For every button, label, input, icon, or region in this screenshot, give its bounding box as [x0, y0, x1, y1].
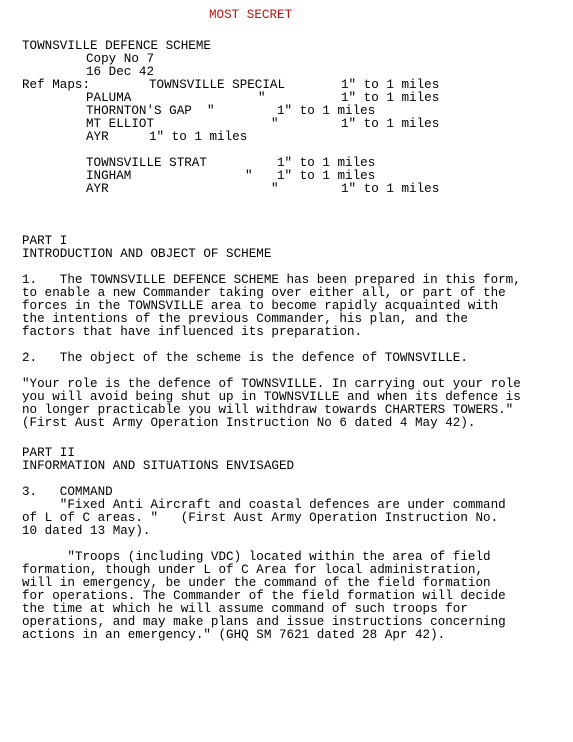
- paragraph-line: the time at which he will assume command of such troops for: [22, 602, 468, 616]
- ref-map-name: PALUMA: [86, 91, 132, 105]
- ref-map-name: THORNTON'S GAP: [86, 104, 192, 118]
- paragraph-line: to enable a new Commander taking over either all, or part of the: [22, 286, 506, 300]
- paragraph-line: formation, though under L of C Area for local administration,: [22, 563, 484, 577]
- part-heading: PART II: [22, 446, 75, 460]
- classification-marking: MOST SECRET: [209, 8, 293, 22]
- paragraph-line: factors that have influenced its preparation.: [22, 325, 363, 339]
- paragraph-line: will in emergency, be under the command of the field formation: [22, 576, 491, 590]
- paragraph-line: operations, and may make plans and issue instructions concerning: [22, 615, 506, 629]
- part-subheading: INTRODUCTION AND OBJECT OF SCHEME: [22, 247, 272, 261]
- ref-maps-label: Ref Maps:: [22, 78, 91, 92]
- ditto-mark: ": [271, 182, 279, 196]
- quote-line: no longer practicable you will withdraw towards CHARTERS TOWERS.": [22, 403, 514, 417]
- paragraph-line: 2. The object of the scheme is the defence of TOWNSVILLE.: [22, 351, 468, 365]
- ditto-mark: ": [258, 91, 266, 105]
- paragraph-line: forces in the TOWNSVILLE area to become rapidly acquainted with: [22, 299, 499, 313]
- ref-map-scale: 1" to 1 miles: [149, 130, 248, 144]
- paragraph-line: 1. The TOWNSVILLE DEFENCE SCHEME has been prepared in this form,: [22, 273, 521, 287]
- ref-map-name: AYR: [86, 130, 109, 144]
- ref-map-scale: 1" to 1 miles: [341, 78, 440, 92]
- part-heading: PART I: [22, 234, 68, 248]
- document-title: TOWNSVILLE DEFENCE SCHEME: [22, 39, 211, 53]
- ref-map-scale: 1" to 1 miles: [277, 104, 376, 118]
- ditto-mark: ": [245, 169, 253, 183]
- ref-map-name: TOWNSVILLE STRAT: [86, 156, 207, 170]
- quote-line: you will avoid being shut up in TOWNSVILLE and when its defence is: [22, 390, 521, 404]
- paragraph-line: for operations. The Commander of the field formation will decide: [22, 589, 506, 603]
- quote-line: "Your role is the defence of TOWNSVILLE. In carrying out your role: [22, 377, 521, 391]
- ref-map-scale: 1" to 1 miles: [341, 182, 440, 196]
- ditto-mark: ": [271, 117, 279, 131]
- paragraph-line: actions in an emergency." (GHQ SM 7621 dated 28 Apr 42).: [22, 628, 446, 642]
- part-subheading: INFORMATION AND SITUATIONS ENVISAGED: [22, 459, 295, 473]
- paragraph-line: "Troops (including VDC) located within the area of field: [22, 550, 491, 564]
- quote-line: (First Aust Army Operation Instruction No 6 dated 4 May 42).: [22, 416, 476, 430]
- ref-map-scale: 1" to 1 miles: [277, 156, 376, 170]
- ditto-mark: ": [207, 104, 215, 118]
- ref-map-name: MT ELLIOT: [86, 117, 155, 131]
- ref-map-name: INGHAM: [86, 169, 132, 183]
- paragraph-line: the intentions of the previous Commander, his plan, and the: [22, 312, 468, 326]
- copy-number: Copy No 7: [86, 52, 155, 66]
- ref-map-scale: 1" to 1 miles: [341, 117, 440, 131]
- ref-map-name: TOWNSVILLE SPECIAL: [149, 78, 286, 92]
- ref-map-name: AYR: [86, 182, 109, 196]
- ref-map-scale: 1" to 1 miles: [277, 169, 376, 183]
- paragraph-line: 10 dated 13 May).: [22, 524, 151, 538]
- ref-map-scale: 1" to 1 miles: [341, 91, 440, 105]
- paragraph-line: of L of C areas. " (First Aust Army Operation Instruction No.: [22, 511, 499, 525]
- section-title: 3. COMMAND: [22, 485, 113, 499]
- paragraph-line: "Fixed Anti Aircraft and coastal defences are under command: [22, 498, 506, 512]
- document-date: 16 Dec 42: [86, 65, 155, 79]
